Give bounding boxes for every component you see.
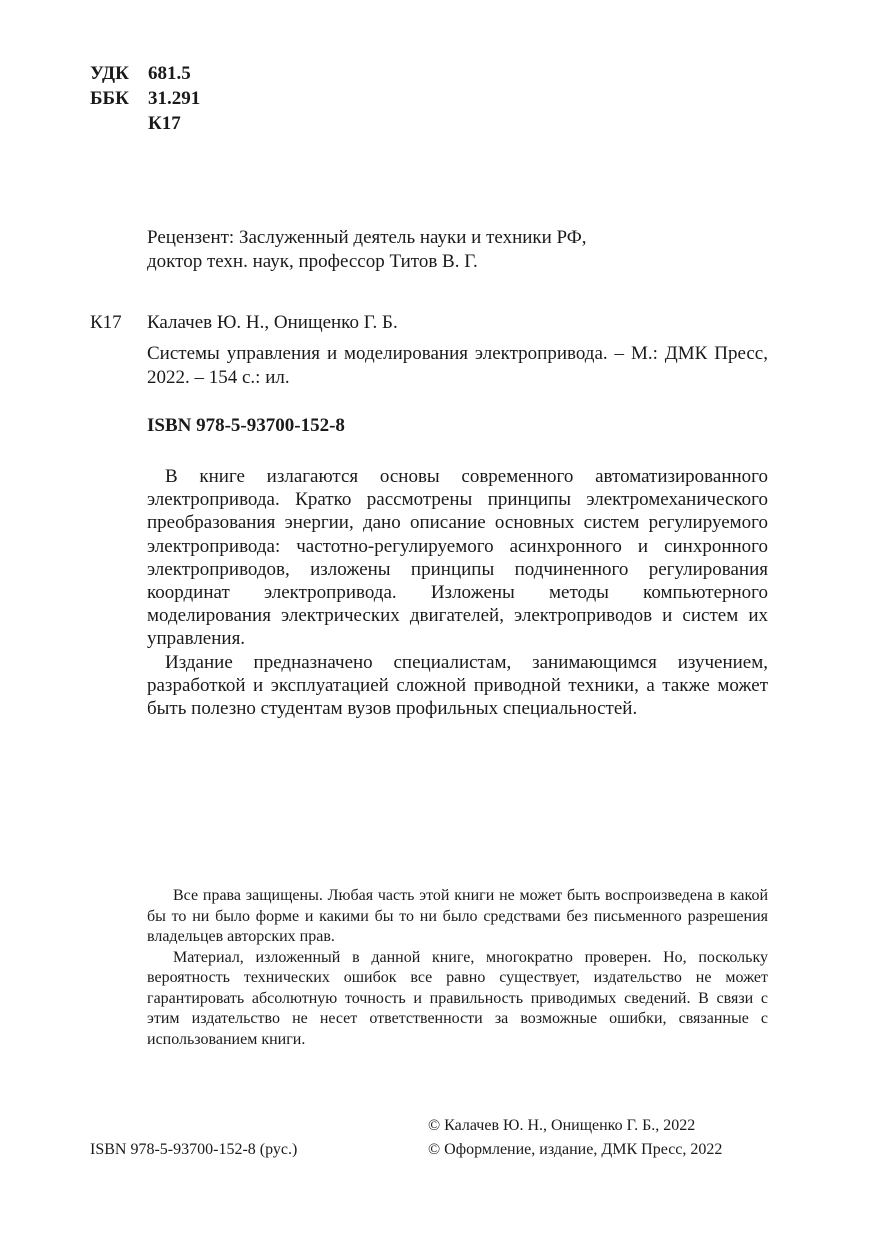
biblio-authors: Калачев Ю. Н., Онищенко Г. Б. bbox=[147, 312, 398, 333]
rights-paragraph-2: Материал, изложенный в данной книге, многократно проверен. Но, поскольку вероятность технических ошибок все равно существует, издательство не может гарантировать абсолютную точность и правильность приводимых сведений. В связи с этим издательство не несет ответственности за возможные ошибки, связанные с использованием книги. bbox=[147, 948, 768, 1048]
annotation bbox=[147, 465, 768, 720]
rights-paragraph-1: Все права защищены. Любая часть этой книги не может быть воспроизведена в какой бы то ни было форме и какими бы то ни было средствами без письменного разрешения владельцев авторских прав. bbox=[147, 887, 768, 945]
annotation-paragraph-2: Издание предназначено специалистам, занимающимся изучением, разработкой и эксплуатацией сложной приводной техники, а также может быть полезно студентам вузов профильных специальностей. bbox=[147, 651, 768, 720]
copyright-authors: © Калачев Ю. Н., Онищенко Г. Б., 2022 bbox=[428, 1117, 696, 1134]
bbk-label: ББК bbox=[90, 88, 129, 109]
bbk-value: 31.291 bbox=[148, 88, 201, 109]
biblio-mark: К17 bbox=[90, 312, 122, 333]
isbn-rus: ISBN 978-5-93700-152-8 (рус.) bbox=[90, 1141, 298, 1158]
annotation-paragraph-1: В книге излагаются основы современного автоматизированного электропривода. Кратко рассмотрены принципы электромеханического преобразования энергии, дано описание основных систем регулируемого электропривода: частотно-регулируемого асинхронного и синхронного электроприводов, изложены принципы подчиненного регулирования координат электропривода. Изложены методы компьютерного моделирования электрических двигателей, электроприводов и систем их управления. bbox=[147, 466, 768, 650]
rights-notice bbox=[147, 886, 768, 1050]
bbk-row bbox=[90, 87, 200, 111]
udk-row bbox=[90, 62, 191, 86]
biblio-description: Системы управления и моделирования электропривода. – М.: ДМК Пресс, 2022. – 154 с.: ил. bbox=[147, 343, 768, 388]
reviewer-line-1: Рецензент: Заслуженный деятель науки и техники РФ, bbox=[147, 227, 587, 248]
copyright-publisher: © Оформление, издание, ДМК Пресс, 2022 bbox=[428, 1141, 723, 1158]
reviewer-line-2: доктор техн. наук, профессор Титов В. Г. bbox=[147, 251, 478, 272]
author-mark: К17 bbox=[148, 113, 181, 134]
isbn-main: ISBN 978-5-93700-152-8 bbox=[147, 415, 345, 436]
udk-label: УДК bbox=[90, 63, 129, 84]
udk-value: 681.5 bbox=[148, 63, 191, 84]
